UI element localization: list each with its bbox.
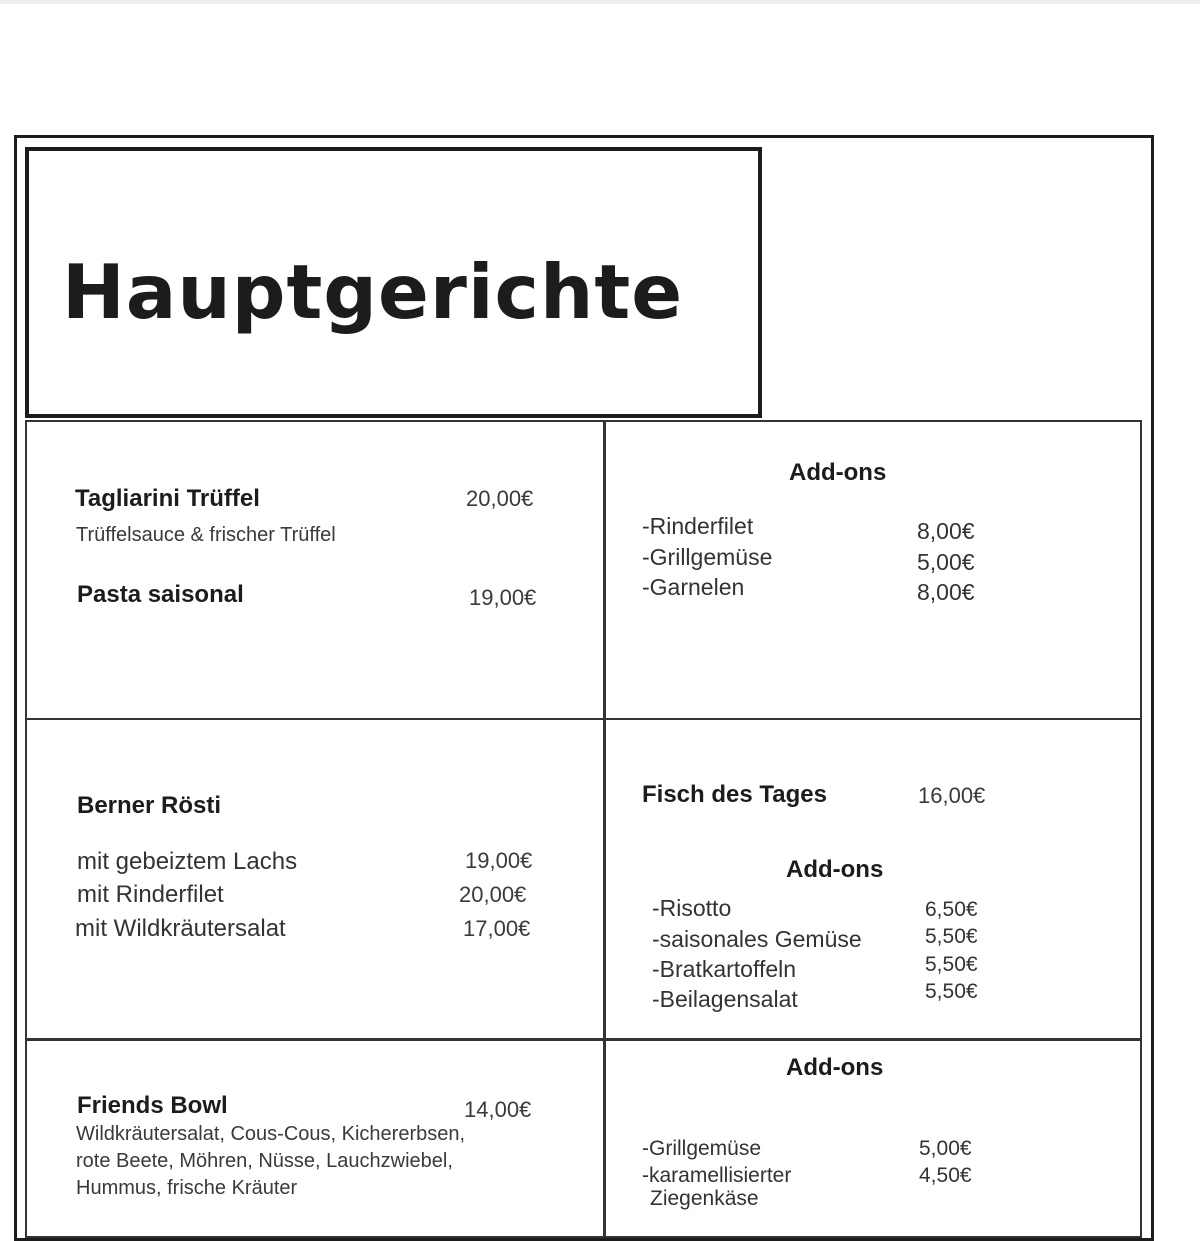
page-title: Hauptgerichte (62, 248, 684, 336)
option-label: mit Wildkräutersalat (75, 915, 286, 942)
top-divider (0, 0, 1200, 4)
addon-price: 6,50€ (925, 898, 978, 921)
dish-name: Pasta saisonal (77, 581, 244, 608)
addon-price: 5,50€ (925, 925, 978, 948)
option-price: 17,00€ (463, 916, 531, 941)
option-price: 19,00€ (465, 848, 533, 873)
dish-description: rote Beete, Möhren, Nüsse, Lauchzwiebel, (76, 1150, 453, 1172)
dish-description: Wildkräutersalat, Cous-Cous, Kichererbsen, (76, 1123, 466, 1145)
addons-heading: Add-ons (786, 1054, 884, 1081)
addon-label: Ziegenkäse (650, 1187, 759, 1210)
addons-heading: Add-ons (789, 459, 887, 486)
addon-label: -Risotto (652, 895, 732, 921)
dish-description: Trüffelsauce & frischer Trüffel (76, 524, 336, 546)
addon-label: -Grillgemüse (642, 544, 773, 570)
addon-price: 5,00€ (917, 549, 975, 575)
dish-description: Hummus, frische Kräuter (76, 1177, 298, 1199)
option-price: 20,00€ (459, 882, 527, 907)
dish-price: 14,00€ (464, 1097, 532, 1122)
pasta-section (25, 420, 605, 720)
addon-price: 8,00€ (917, 518, 975, 544)
dish-name: Fisch des Tages (642, 781, 827, 808)
addons-heading: Add-ons (786, 856, 884, 883)
addon-price: 4,50€ (919, 1164, 972, 1187)
addon-label: -Garnelen (642, 574, 745, 600)
addon-label: -saisonales Gemüse (652, 926, 862, 952)
addon-label: -Grillgemüse (642, 1137, 762, 1160)
addon-label: -Bratkartoffeln (652, 956, 797, 982)
roesti-section (25, 718, 605, 1040)
addon-label: -karamellisierter (642, 1164, 792, 1187)
option-label: mit Rinderfilet (77, 881, 224, 908)
addon-price: 5,00€ (919, 1137, 972, 1160)
dish-name: Berner Rösti (77, 792, 222, 819)
dish-price: 19,00€ (469, 585, 537, 610)
addon-price: 8,00€ (917, 579, 975, 605)
option-label: mit gebeiztem Lachs (77, 848, 298, 875)
addon-label: -Rinderfilet (642, 513, 754, 539)
addon-price: 5,50€ (925, 980, 978, 1003)
dish-price: 20,00€ (466, 486, 534, 511)
addon-label: -Beilagensalat (652, 986, 798, 1012)
addon-price: 5,50€ (925, 953, 978, 976)
dish-name: Tagliarini Trüffel (75, 485, 260, 512)
dish-price: 16,00€ (918, 783, 986, 808)
dish-name: Friends Bowl (77, 1092, 228, 1119)
